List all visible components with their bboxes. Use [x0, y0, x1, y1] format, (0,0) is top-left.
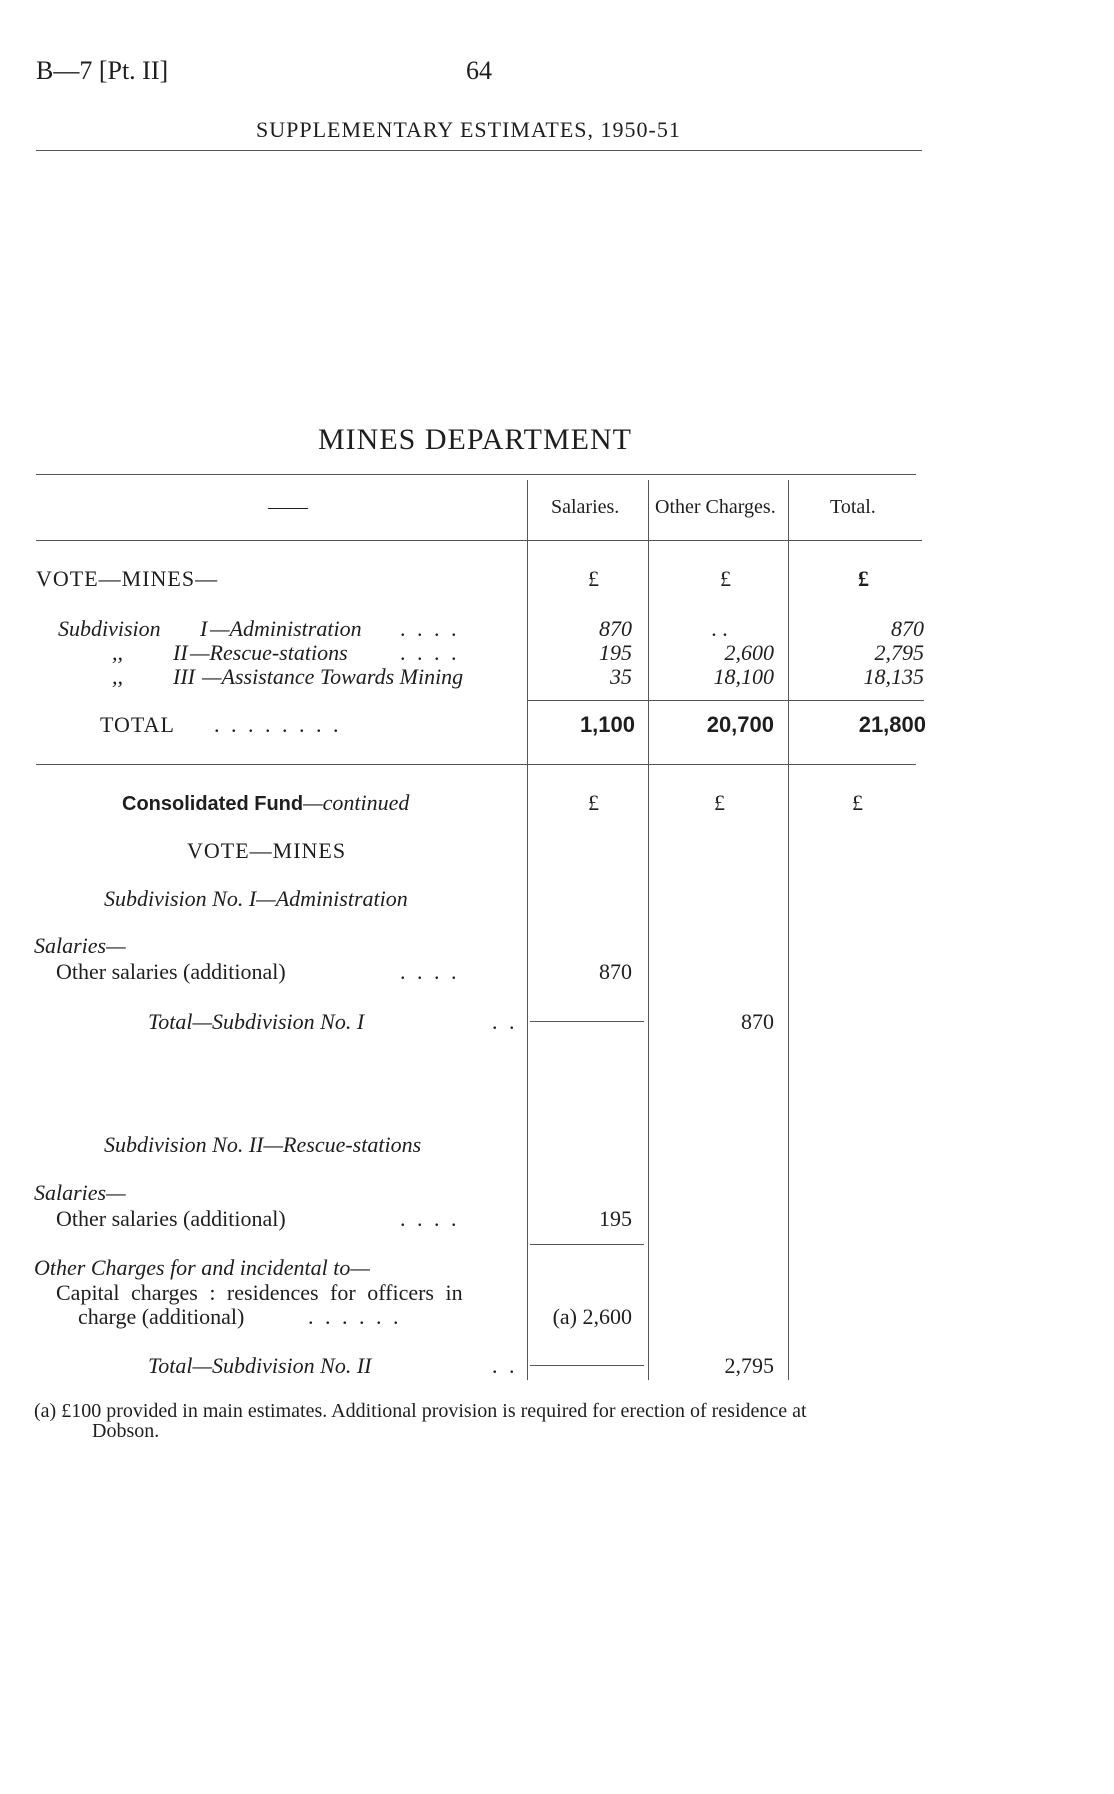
summary-row-salaries: 870 — [599, 616, 632, 641]
summary-row-total: 2,795 — [874, 640, 924, 665]
currency-other-charges: £ — [714, 790, 725, 815]
column-header-salaries: Salaries. — [551, 496, 620, 518]
footnote: (a) £100 provided in main estimates. Additional provision is required for erection of residence at — [34, 1400, 807, 1422]
summary-end-rule — [36, 764, 916, 765]
summary-total-label: TOTAL — [100, 712, 175, 737]
subtotal-rule — [528, 700, 648, 701]
summary-row-numeral: I — [200, 616, 208, 641]
summary-total-total: 21,800 — [858, 712, 926, 737]
line-item-value: (a) 2,600 — [552, 1304, 632, 1329]
leader-dots: . . . . — [400, 640, 460, 665]
leader-dots: . . . . — [400, 959, 460, 984]
column-header-blank: —— — [268, 496, 308, 518]
column-header-other-charges: Other Charges. — [655, 496, 776, 518]
summary-row-total: 870 — [891, 616, 924, 641]
line-item-label: Other salaries (additional) — [56, 1206, 286, 1231]
header-divider — [36, 150, 922, 151]
subdivision-total-label: Total—Subdivision No. II — [148, 1353, 372, 1378]
summary-row-other-charges: 18,100 — [713, 664, 774, 689]
summary-row-numeral: III — [173, 664, 195, 689]
summary-row-salaries: 195 — [599, 640, 632, 665]
group-label-salaries: Salaries— — [34, 1180, 126, 1205]
fund-suffix: —continued — [303, 790, 410, 815]
footnote-continued: Dobson. — [92, 1420, 160, 1442]
group-label-other-charges: Other Charges for and incidental to— — [34, 1255, 370, 1280]
document-reference: B—7 [Pt. II] — [36, 56, 169, 85]
leader-dots: . . — [492, 1353, 518, 1378]
leader-dots: . . . . . . — [308, 1304, 402, 1329]
fund-label: Consolidated Fund — [122, 793, 304, 815]
summary-row-other-charges: 2,600 — [724, 640, 774, 665]
summary-row-label: —Assistance Towards Mining — [202, 664, 464, 689]
group-label-salaries: Salaries— — [34, 933, 126, 958]
summary-row-label: —Administration — [210, 616, 362, 641]
line-item-value: 195 — [599, 1206, 632, 1231]
department-title: MINES DEPARTMENT — [318, 423, 632, 456]
subtotal-rule — [530, 1244, 644, 1245]
leader-dots: . . . . — [400, 616, 460, 641]
table-top-rule — [36, 474, 916, 475]
summary-row-salaries: 35 — [610, 664, 632, 689]
summary-row-other-charges: . . — [711, 616, 729, 641]
summary-row-total: 18,135 — [863, 664, 924, 689]
subtotal-rule — [789, 700, 924, 701]
column-header-total: Total. — [830, 496, 876, 518]
running-title: SUPPLEMENTARY ESTIMATES, 1950-51 — [256, 117, 681, 142]
currency-total: £ — [858, 566, 869, 591]
line-item-label-continued: charge (additional) — [78, 1304, 245, 1329]
subtotal-rule — [649, 700, 788, 701]
subdivision-heading: Subdivision No. I—Administration — [104, 886, 408, 911]
currency-salaries: £ — [588, 566, 599, 591]
summary-row-numeral: II — [173, 640, 188, 665]
subdivision-total-value: 2,795 — [724, 1353, 774, 1378]
currency-total: £ — [852, 790, 863, 815]
line-item-label: Other salaries (additional) — [56, 959, 286, 984]
summary-row-label: —Rescue-stations — [190, 640, 348, 665]
subdivision-heading: Subdivision No. II—Rescue-stations — [104, 1132, 422, 1157]
summary-total-other-charges: 20,700 — [706, 712, 774, 737]
column-divider-other-charges — [648, 480, 649, 1380]
summary-row-prefix: Subdivision — [58, 616, 161, 641]
column-divider-salaries — [527, 480, 528, 1380]
leader-dots: . . . . . . . . — [214, 712, 342, 737]
currency-salaries: £ — [588, 790, 599, 815]
summary-total-salaries: 1,100 — [579, 712, 635, 737]
leader-dots: . . — [492, 1009, 518, 1034]
subdivision-total-label: Total—Subdivision No. I — [148, 1009, 365, 1034]
page-number: 64 — [466, 56, 492, 85]
subtotal-rule — [530, 1021, 644, 1022]
fund-heading — [122, 790, 409, 816]
line-item-value: 870 — [599, 959, 632, 984]
summary-row-prefix: ,, — [112, 664, 123, 689]
line-item-label: Capital charges : residences for officers in — [56, 1280, 463, 1305]
summary-vote-label: VOTE—MINES— — [36, 566, 219, 591]
subtotal-rule — [530, 1365, 644, 1366]
column-divider-total — [788, 480, 789, 1380]
currency-other-charges: £ — [720, 566, 731, 591]
leader-dots: . . . . — [400, 1206, 460, 1231]
table-header-rule — [36, 540, 922, 541]
detail-vote-label: VOTE—MINES — [187, 838, 347, 863]
subdivision-total-value: 870 — [741, 1009, 774, 1034]
summary-row-prefix: ,, — [112, 640, 123, 665]
